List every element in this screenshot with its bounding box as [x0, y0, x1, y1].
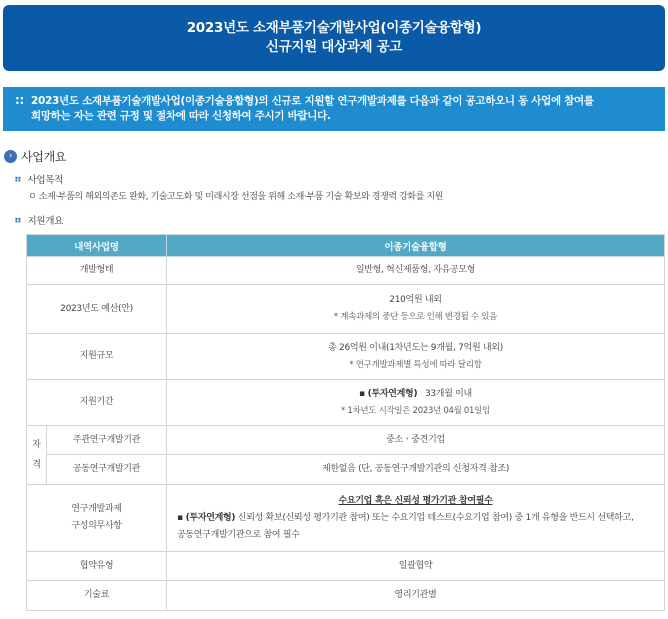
qualification-label: 자 격 — [27, 426, 47, 485]
row-label: 공동연구개발기관 — [47, 455, 167, 485]
row-note: * 연구개발과제별 특성에 따라 달리함 — [349, 359, 482, 370]
row-value: 제한없음 (단, 공동연구개발기관의 신청자격 참조) — [167, 455, 665, 485]
row-value-cell — [167, 285, 665, 334]
obligation-type: ▪ (투자연계형) — [177, 512, 236, 523]
intro-dots-icon: :: — [15, 93, 24, 107]
row-value — [167, 386, 664, 403]
row-label: 구성의무사항 — [71, 521, 122, 531]
support-label: 지원개요 — [27, 216, 64, 227]
table-row — [27, 380, 665, 426]
row-label: 2023년도 예산(안) — [27, 285, 167, 334]
intro-line1: 2023년도 소재부품기술개발사업(이종기술융합형)의 신규로 지원할 연구개발과제를 다음과 같이 공고하오니 동 사업에 참여를 — [31, 95, 594, 107]
section-title-text: 사업개요 — [21, 149, 67, 164]
intro-box — [3, 87, 665, 131]
header-title-line1: 2023년도 소재부품기술개발사업(이종기술융합형) — [186, 20, 482, 36]
purpose-heading — [14, 172, 63, 186]
support-table — [26, 234, 665, 611]
header-title-line2: 신규지원 대상과제 공고 — [265, 39, 403, 55]
period-type: ▪ (투자연계형) — [359, 388, 418, 399]
row-value: 영리기관별 — [167, 581, 665, 611]
section-title — [4, 148, 66, 164]
row-label: 기술료 — [27, 581, 167, 611]
table-row — [27, 257, 665, 285]
header-cell-program: 내역사업명 — [27, 235, 167, 257]
row-label: 지원기간 — [27, 380, 167, 426]
obligation-desc — [167, 510, 664, 527]
table-row — [27, 426, 665, 455]
square-bullet-icon: ⠶ — [14, 173, 22, 185]
row-value: 중소ㆍ중견기업 — [167, 426, 665, 455]
purpose-label: 사업목적 — [27, 175, 64, 186]
row-value-cell — [167, 380, 665, 426]
row-label: 개발형태 — [27, 257, 167, 285]
row-label: 주관연구개발기관 — [47, 426, 167, 455]
obligation-title: 수요기업 혹은 신뢰성 평가기관 참여필수 — [338, 495, 493, 506]
row-value: 일반형, 혁신제품형, 자유공모형 — [167, 257, 665, 285]
obligation-desc2: 공동연구개발기관으로 참여 필수 — [177, 529, 300, 540]
row-label: 협약유형 — [27, 552, 167, 581]
row-note: * 계속과제의 중단 등으로 인해 변경될 수 있음 — [333, 312, 498, 322]
row-label-cell — [27, 485, 167, 552]
header-cell-type: 이종기술융합형 — [167, 235, 665, 257]
purpose-text: ㅇ 소재·부품의 해외의존도 완화, 기술고도화 및 미래시장 선점을 위해 소재·부품 기술 확보와 경쟁력 강화를 지원 — [28, 192, 444, 202]
table-row — [27, 581, 665, 611]
row-value: 일괄협약 — [167, 552, 665, 581]
row-label: 연구개발과제 — [71, 504, 122, 514]
table-row — [27, 552, 665, 581]
row-value: 총 26억원 이내(1차년도는 9개월, 7억원 내외) — [328, 342, 503, 353]
chevron-right-icon: › — [4, 150, 17, 163]
table-row — [27, 455, 665, 485]
support-heading — [14, 213, 63, 227]
row-value-cell — [167, 334, 665, 380]
table-row — [27, 334, 665, 380]
table-header-row — [27, 235, 665, 257]
table-row — [27, 485, 665, 552]
square-bullet-icon: ⠶ — [14, 214, 22, 226]
row-note: * 1차년도 시작일은 2023년 04월 01일임 — [341, 405, 490, 416]
row-value-cell — [167, 485, 665, 552]
table-row — [27, 285, 665, 334]
period-duration: 33개월 이내 — [424, 388, 472, 399]
intro-line2: 희망하는 자는 관련 규정 및 절차에 따라 신청하여 주시기 바랍니다. — [31, 110, 331, 122]
page-header — [3, 5, 665, 71]
row-value: 210억원 내외 — [389, 295, 442, 305]
obligation-text: 신뢰성 확보(신뢰성 평가기관 참여) 또는 수요기업 테스트(수요기업 참여) 중 1개 유형을 반드시 선택하고, — [237, 512, 634, 523]
row-label: 지원규모 — [27, 334, 167, 380]
